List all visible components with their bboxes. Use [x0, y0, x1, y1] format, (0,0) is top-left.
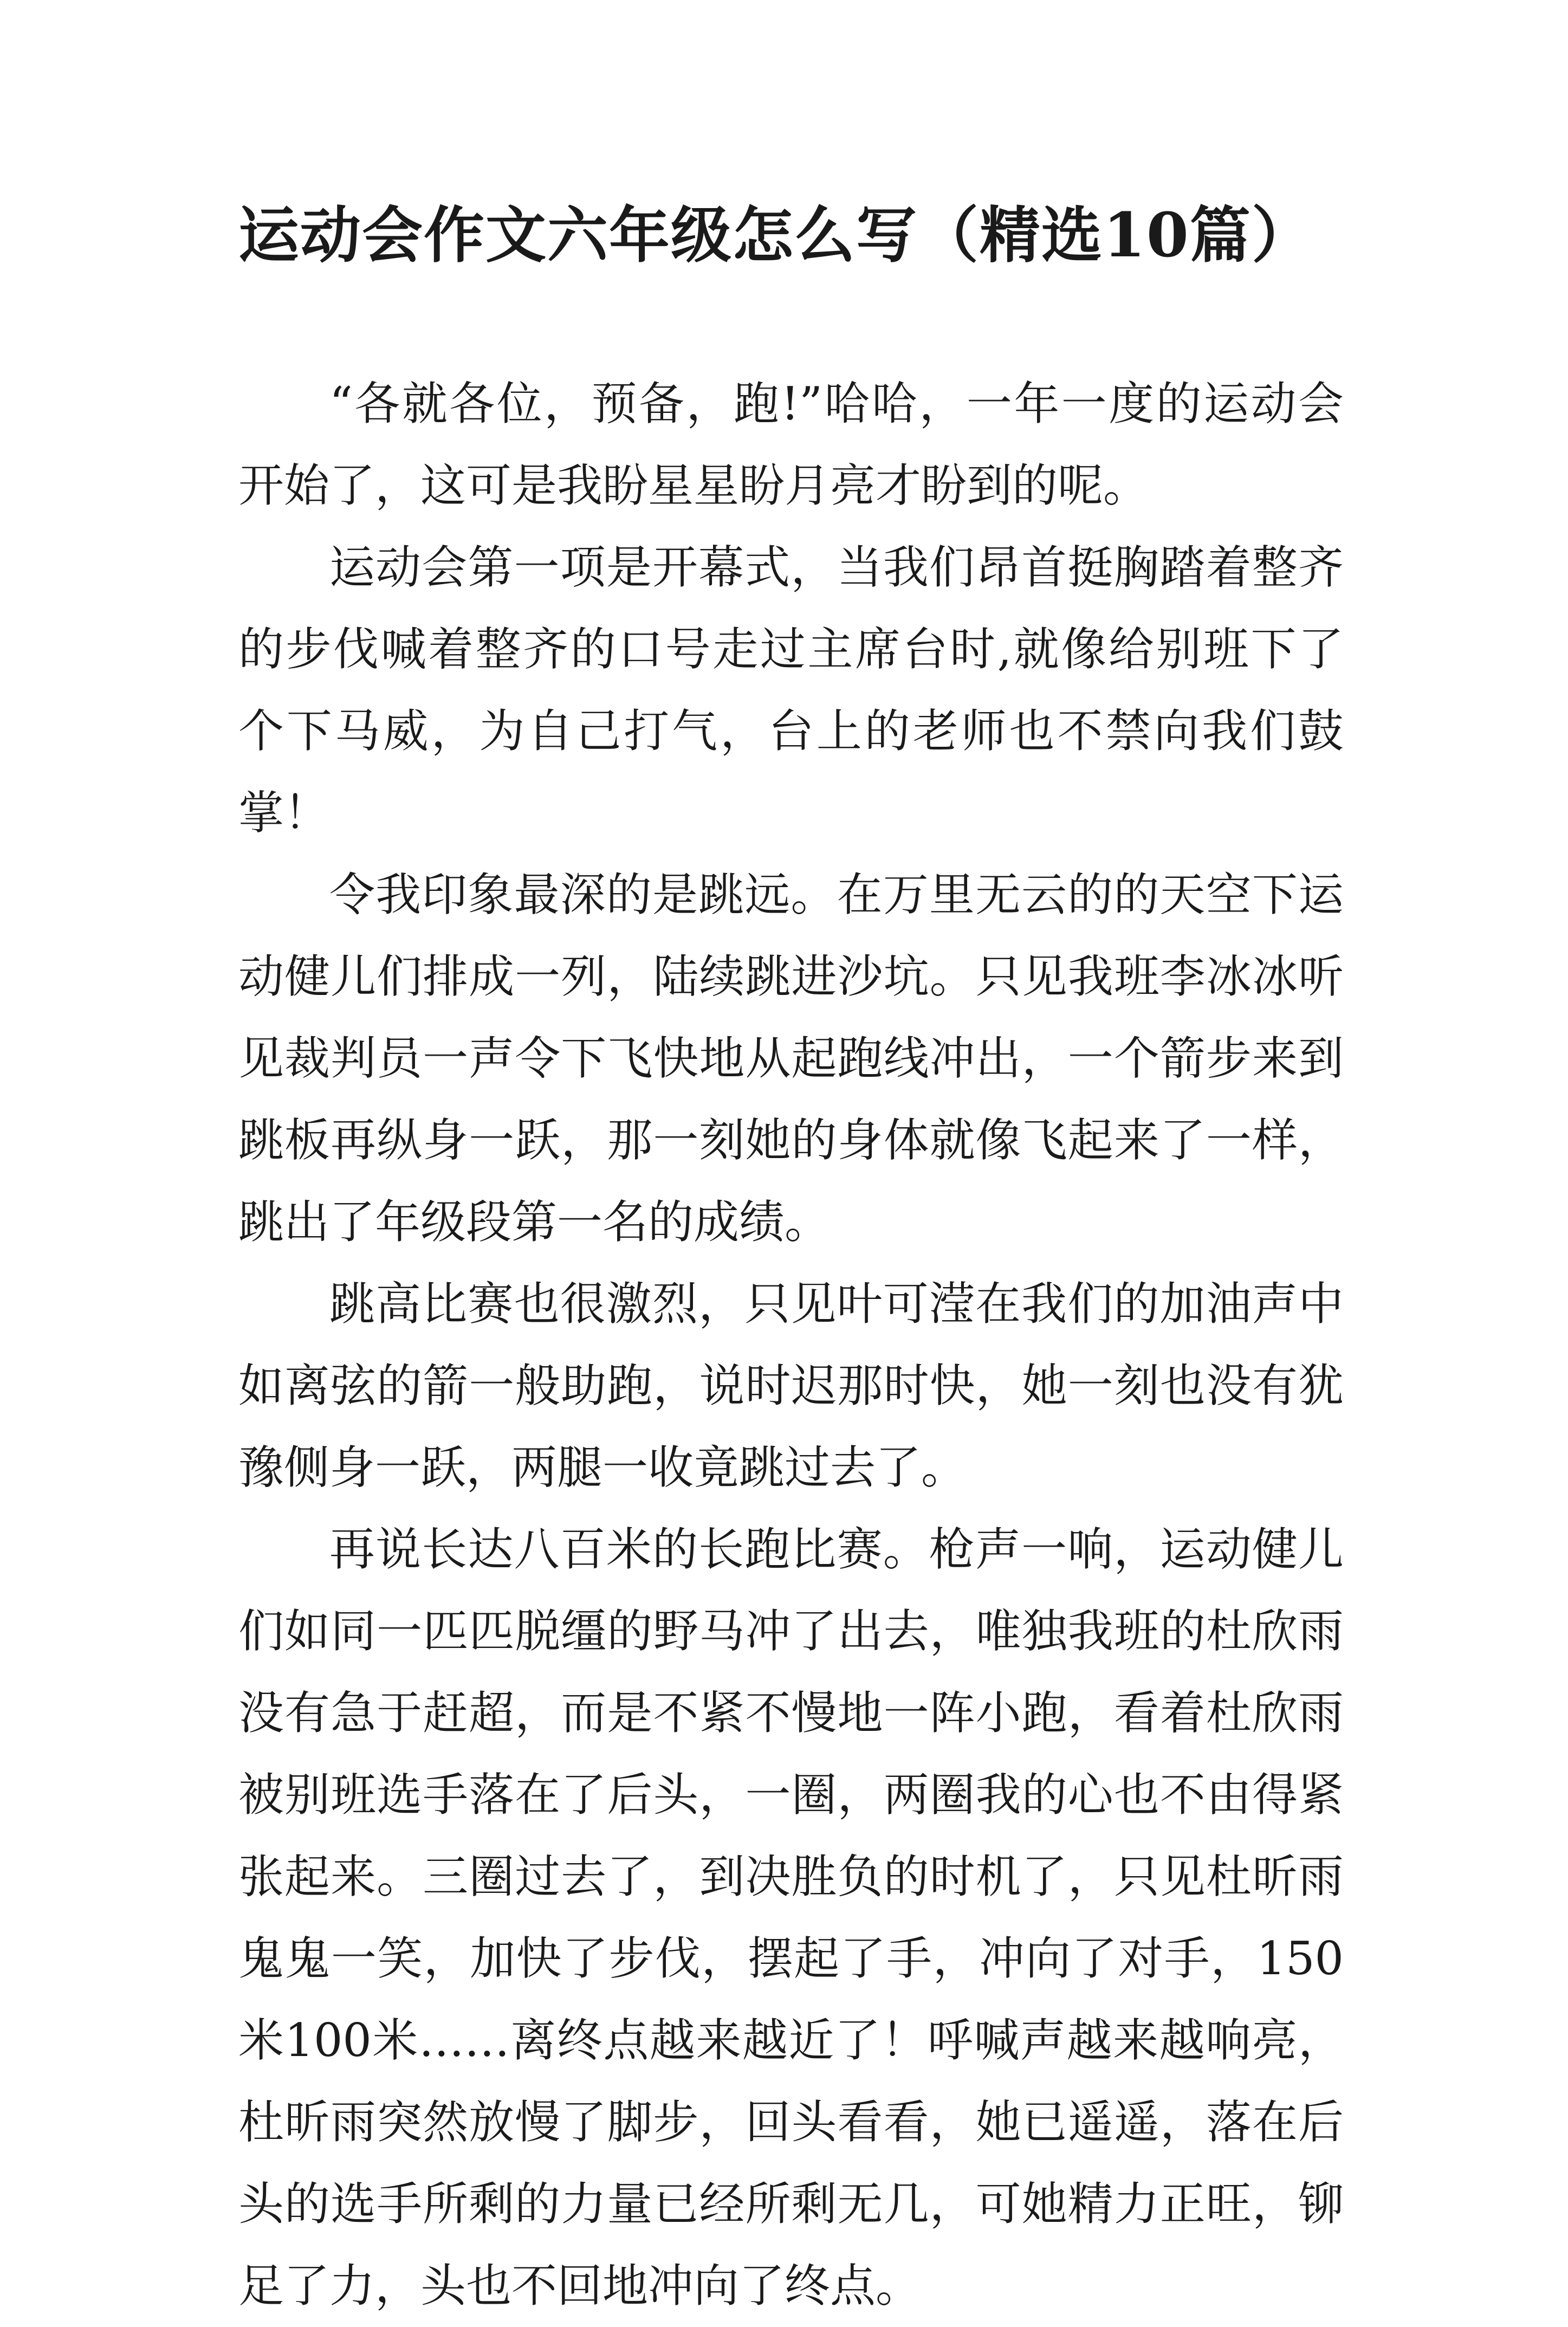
paragraph: 令我印象最深的是跳远。在万里无云的的天空下运动健儿们排成一列，陆续跳进沙坑。只见我班李冰冰听见裁判员一声令下飞快地从起跑线冲出，一个箭步来到跳板再纵身一跃，那一刻她的身体就像飞起来了一样，跳出了年级段第一名的成绩。: [238, 868, 1344, 1249]
paragraph: 跳高比赛也很激烈，只见叶可滢在我们的加油声中如离弦的箭一般助跑，说时迟那时快，她一刻也没有犹豫侧身一跃，两腿一收竟跳过去了。: [238, 1277, 1344, 1494]
document-body: [238, 363, 1344, 2327]
document-title: 运动会作文六年级怎么写（精选10篇）: [238, 200, 1313, 271]
paragraph: 再说长达八百米的长跑比赛。枪声一响，运动健儿们如同一匹匹脱缰的野马冲了出去，唯独我班的杜欣雨没有急于赶超，而是不紧不慢地一阵小跑，看着杜欣雨被别班选手落在了后头，一圈，两圈我的心也不由得紧张起来。三圈过去了，到决胜负的时机了，只见杜昕雨鬼鬼一笑，加快了步伐，摆起了手，冲向了对手，150米100米……离终点越来越近了！呼喊声越来越响亮，杜昕雨突然放慢了脚步，回头看看，她已遥遥，落在后头的选手所剩的力量已经所剩无几，可她精力正旺，铆足了力，头也不回地冲向了终点。: [238, 1523, 1344, 2312]
paragraph: 运动会第一项是开幕式，当我们昂首挺胸踏着整齐的步伐喊着整齐的口号走过主席台时,就像给别班下了个下马威，为自己打气，台上的老师也不禁向我们鼓掌！: [238, 541, 1344, 839]
paragraph: “各就各位，预备，跑!”哈哈，一年一度的运动会开始了，这可是我盼星星盼月亮才盼到的呢。: [238, 377, 1344, 512]
